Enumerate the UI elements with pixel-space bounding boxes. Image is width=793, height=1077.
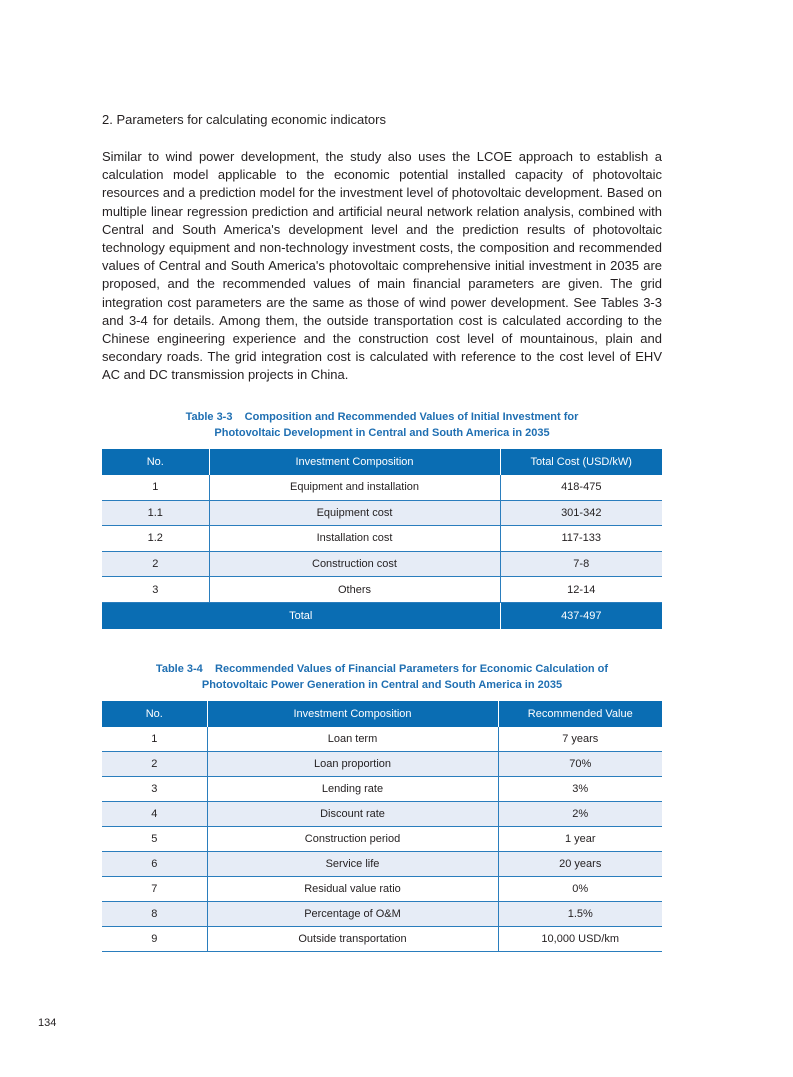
table-3-4 <box>102 701 662 952</box>
cell-composition: Construction cost <box>209 551 500 577</box>
table-row <box>102 877 662 902</box>
table-row <box>102 526 662 552</box>
cell-no: 6 <box>102 852 207 877</box>
cell-value: 10,000 USD/km <box>498 927 662 952</box>
cell-no: 1.1 <box>102 500 209 526</box>
section-heading: 2. Parameters for calculating economic indicators <box>102 112 386 127</box>
cell-composition: Percentage of O&M <box>207 902 498 927</box>
cell-no: 3 <box>102 777 207 802</box>
cell-value: 0% <box>498 877 662 902</box>
table-row <box>102 551 662 577</box>
cell-no: 7 <box>102 877 207 902</box>
cell-composition: Lending rate <box>207 777 498 802</box>
body-paragraph: Similar to wind power development, the study also uses the LCOE approach to establish a calculation model applicable to the economic potential installed capacity of photovoltaic resources and a prediction model for the investment level of photovoltaic development. Based on multiple linear regression prediction and artificial neural network relation analysis, combined with Central and South America's development level and the prediction results of photovoltaic technology equipment and non-technology investment costs, the composition and recommended values of Central and South America's photovoltaic comprehensive initial investment in 2035 are proposed, and the recommended values of main financial parameters are given. The grid integration cost parameters are the same as those of wind power development. See Tables 3-3 and 3-4 for details. Among them, the outside transportation cost is calculated according to the Chinese engineering experience and the construction cost level of mountainous, plain and secondary roads. The grid integration cost is calculated with reference to the cost level of EHV AC and DC transmission projects in China. <box>102 149 662 383</box>
cell-composition: Loan term <box>207 727 498 752</box>
table-row <box>102 577 662 603</box>
table-row <box>102 752 662 777</box>
caption-line: Table 3-4 Recommended Values of Financial Parameters for Economic Calculation of <box>155 663 609 675</box>
cell-composition: Construction period <box>207 827 498 852</box>
cell-no: 8 <box>102 902 207 927</box>
table-row <box>102 827 662 852</box>
header-recommended-value: Recommended Value <box>498 701 662 727</box>
header-no: No. <box>102 449 209 475</box>
table-row <box>102 927 662 952</box>
cell-no: 3 <box>102 577 209 603</box>
total-value: 437-497 <box>500 602 662 629</box>
header-composition: Investment Composition <box>207 701 498 727</box>
cell-value: 2% <box>498 802 662 827</box>
cell-no: 2 <box>102 551 209 577</box>
cell-no: 9 <box>102 927 207 952</box>
cell-composition: Outside transportation <box>207 927 498 952</box>
cell-value: 418-475 <box>500 475 662 500</box>
cell-composition: Equipment and installation <box>209 475 500 500</box>
table-row <box>102 802 662 827</box>
table-3-4-caption <box>102 661 662 693</box>
total-row <box>102 602 662 629</box>
cell-value: 301-342 <box>500 500 662 526</box>
cell-value: 7-8 <box>500 551 662 577</box>
caption-line: Table 3-3 Composition and Recommended Values of Initial Investment for <box>185 411 579 423</box>
header-total-cost: Total Cost (USD/kW) <box>500 449 662 475</box>
cell-composition: Service life <box>207 852 498 877</box>
header-composition: Investment Composition <box>209 449 500 475</box>
cell-value: 1.5% <box>498 902 662 927</box>
caption-line: Photovoltaic Power Generation in Central and South America in 2035 <box>201 679 563 691</box>
table-header-row <box>102 701 662 727</box>
cell-no: 1.2 <box>102 526 209 552</box>
table-3-3 <box>102 449 662 629</box>
table-row <box>102 777 662 802</box>
cell-no: 1 <box>102 727 207 752</box>
cell-composition: Loan proportion <box>207 752 498 777</box>
total-label: Total <box>102 602 500 629</box>
table-row <box>102 902 662 927</box>
cell-no: 2 <box>102 752 207 777</box>
table-row <box>102 500 662 526</box>
table-header-row <box>102 449 662 475</box>
cell-composition: Others <box>209 577 500 603</box>
cell-value: 117-133 <box>500 526 662 552</box>
table-row <box>102 475 662 500</box>
table-3-3-caption <box>102 409 662 441</box>
cell-no: 4 <box>102 802 207 827</box>
table-row <box>102 852 662 877</box>
table-row <box>102 727 662 752</box>
cell-value: 70% <box>498 752 662 777</box>
cell-composition: Installation cost <box>209 526 500 552</box>
cell-composition: Equipment cost <box>209 500 500 526</box>
cell-value: 1 year <box>498 827 662 852</box>
cell-value: 20 years <box>498 852 662 877</box>
cell-value: 12-14 <box>500 577 662 603</box>
cell-value: 3% <box>498 777 662 802</box>
cell-no: 1 <box>102 475 209 500</box>
caption-line: Photovoltaic Development in Central and South America in 2035 <box>214 427 550 439</box>
header-no: No. <box>102 701 207 727</box>
page-number: 134 <box>38 1017 57 1029</box>
cell-composition: Discount rate <box>207 802 498 827</box>
cell-composition: Residual value ratio <box>207 877 498 902</box>
cell-no: 5 <box>102 827 207 852</box>
cell-value: 7 years <box>498 727 662 752</box>
